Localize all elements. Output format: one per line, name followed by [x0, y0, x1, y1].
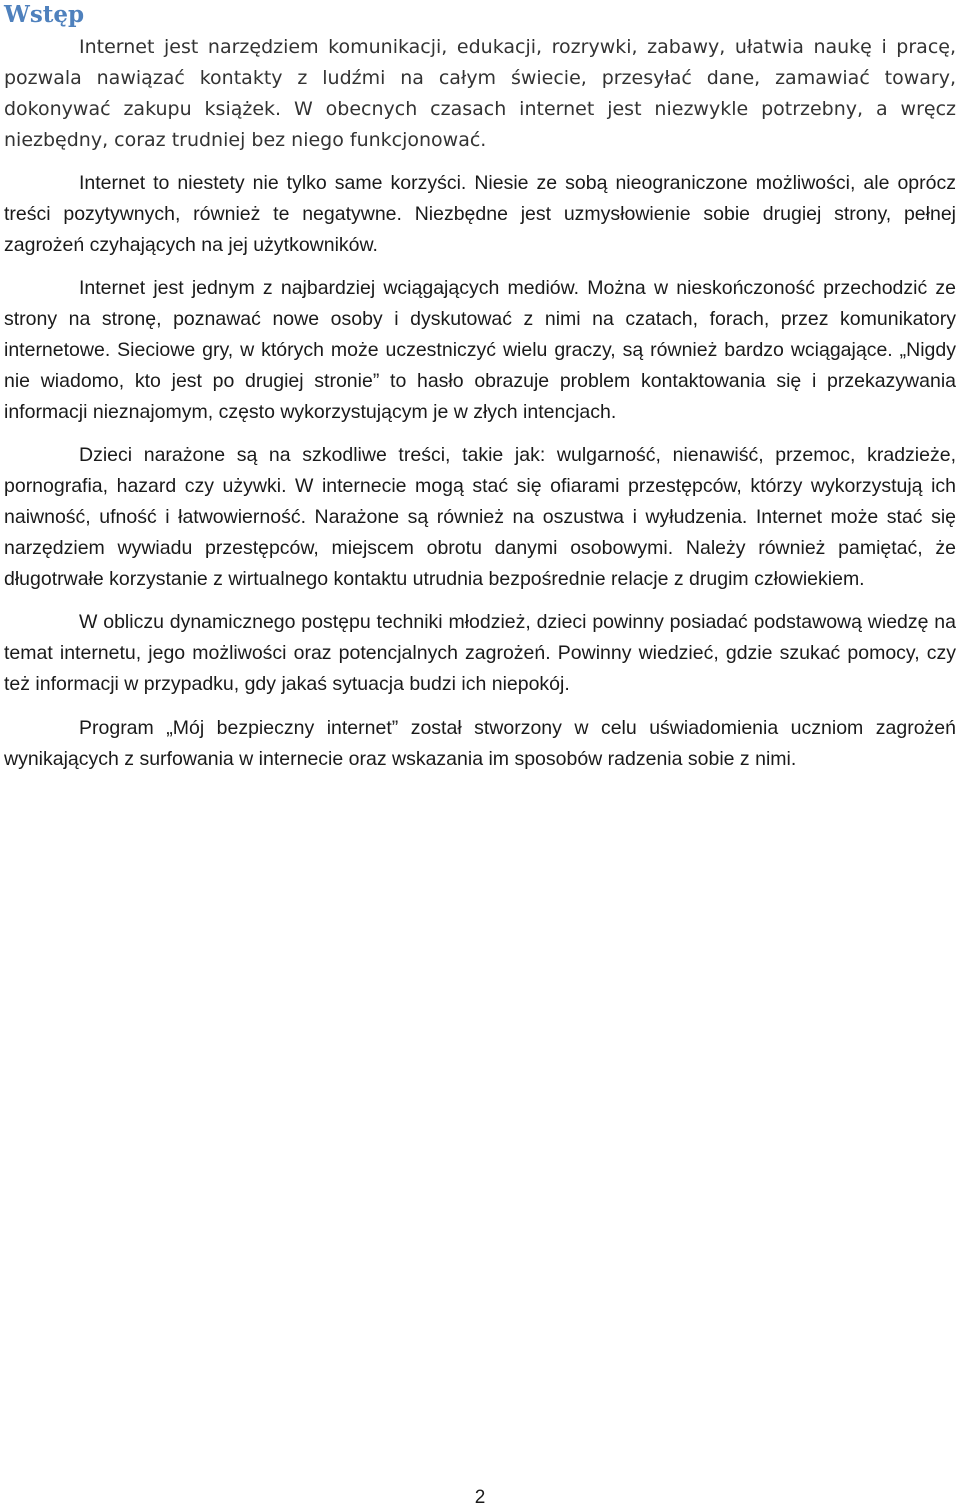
- section-heading: Wstęp: [4, 1, 85, 28]
- paragraph-risks: Internet to niestety nie tylko same korzyści. Niesie ze sobą nieograniczone możliwości, ale oprócz treści pozytywnych, również te negatywne. Niezbędne jest uzmysłowienie sobie drugiej strony, pełnej zagrożeń czyhających na jej użytkowników.: [4, 172, 956, 256]
- paragraph-knowledge: W obliczu dynamicznego postępu techniki młodzież, dzieci powinny posiadać podstawową wiedzę na temat internetu, jego możliwości oraz potencjalnych zagrożeń. Powinny wiedzieć, gdzie szukać pomocy, czy też informacji w przypadku, gdy jakaś sytuacja budzi ich niepokój.: [4, 611, 956, 695]
- document-body: [4, 32, 956, 775]
- paragraph-children-threats: Dzieci narażone są na szkodliwe treści, takie jak: wulgarność, nienawiść, przemoc, kradzieże, pornografia, hazard czy używki. W internecie mogą stać się ofiarami przestępców, którzy wykorzystują ich naiwność, ufność i łatwowierność. Narażone są również na oszustwa i wyłudzenia. Internet może stać się narzędziem wywiadu przestępców, miejscem obrotu danymi osobowymi. Należy również pamiętać, że długotrwałe korzystanie z wirtualnego kontaktu utrudnia bezpośrednie relacje z drugim człowiekiem.: [4, 444, 956, 590]
- paragraph-program: Program „Mój bezpieczny internet” został stworzony w celu uświadomienia uczniom zagrożeń wynikających z surfowania w internecie oraz wskazania im sposobów radzenia sobie z nimi.: [4, 717, 956, 770]
- paragraph-engagement: Internet jest jednym z najbardziej wciągających mediów. Można w nieskończoność przechodzić ze strony na stronę, poznawać nowe osoby i dyskutować z nimi na czatach, forach, przez komunikatory internetowe. Sieciowe gry, w których może uczestniczyć wielu graczy, są również bardzo wciągające. „Nigdy nie wiadomo, kto jest po drugiej stronie” to hasło obrazuje problem kontaktowania się i przekazywania informacji nieznajomym, często wykorzystującym je w złych intencjach.: [4, 277, 956, 423]
- page-number: 2: [474, 1487, 486, 1508]
- paragraph-intro: Internet jest narzędziem komunikacji, edukacji, rozrywki, zabawy, ułatwia naukę i pracę, pozwala nawiązać kontakty z ludźmi na całym świecie, przesyłać dane, zamawiać towary, dokonywać zakupu książek. W obecnych czasach internet jest niezwykle potrzebny, a wręcz niezbędny, coraz trudniej bez niego funkcjonować.: [4, 36, 956, 151]
